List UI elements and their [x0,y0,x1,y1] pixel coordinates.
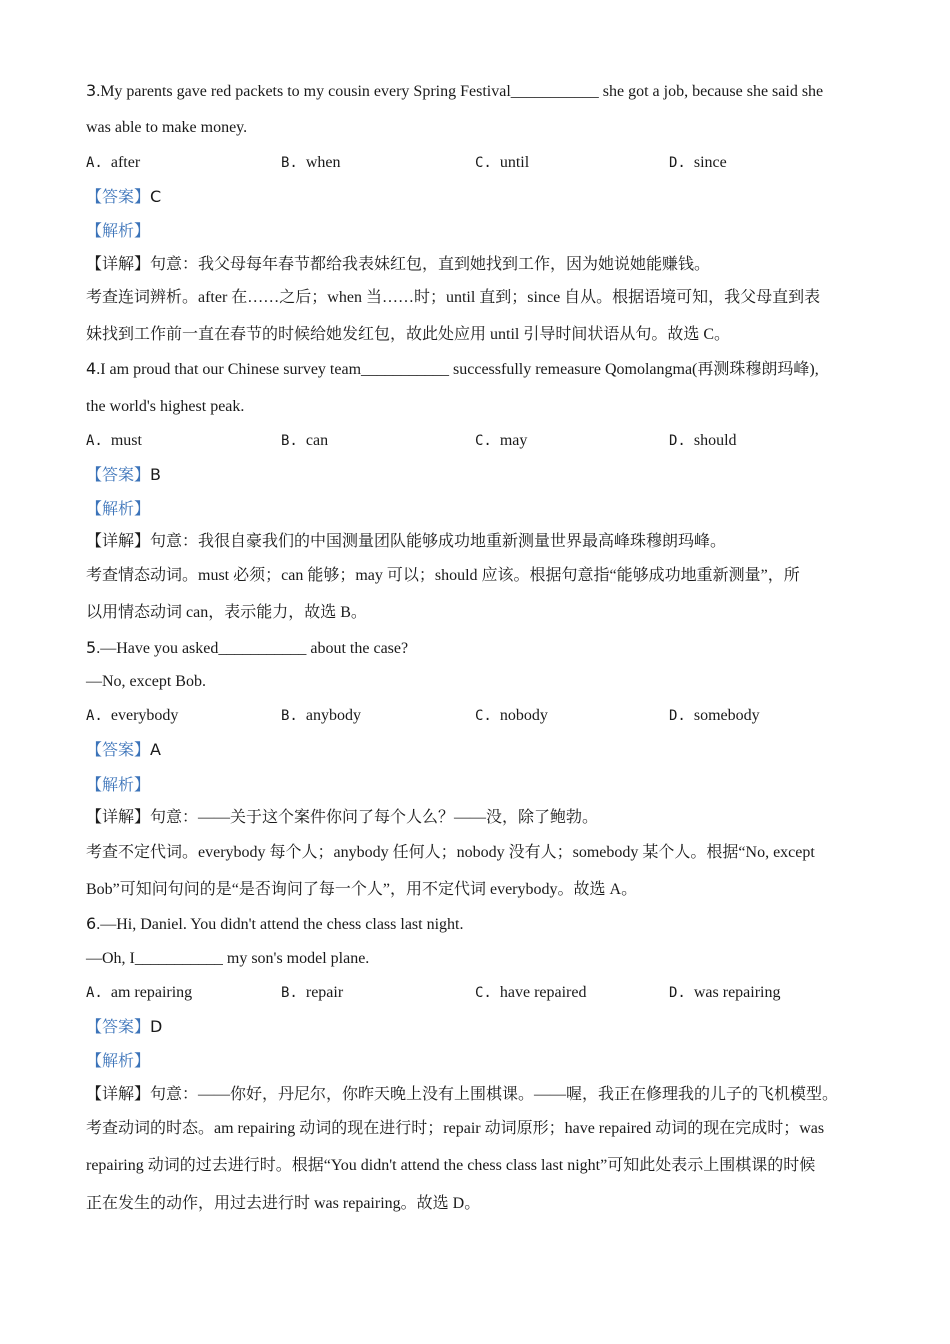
explanation-line: 妹找到工作前一直在春节的时候给她发红包，故此处应用 until 引导时间状语从句。故选 C。 [86,326,731,343]
analysis-label: 【解析】 [86,499,151,518]
option-b: B. can [281,432,329,449]
question-6-stem: 6.—Hi, Daniel. You didn't attend the chess class last night. [86,914,464,933]
question-5-stem-cont: —No, except Bob. [86,673,206,690]
option-c: C. until [475,154,530,171]
option-d: D. since [669,154,727,171]
analysis-label: 【解析】 [86,1051,151,1070]
option-b: B. repair [281,984,344,1001]
option-c: C. may [475,432,528,449]
explanation-line: 正在发生的动作，用过去进行时 was repairing。故选 D。 [86,1195,481,1212]
detail-line: 【详解】句意：——关于这个案件你问了每个人么？——没，除了鲍勃。 [86,809,599,826]
answer-line: 【答案】B [86,465,161,484]
option-a: A. after [86,154,141,171]
explanation-line: 考查连词辨析。after 在……之后；when 当……时；until 直到；since 自从。根据语境可知，我父母直到表 [86,289,821,306]
explanation-line: Bob”可知问句问的是“是否询问了每一个人”，用不定代词 everybody。故选 A。 [86,881,638,898]
answer-line: 【答案】A [86,740,161,759]
answer-line: 【答案】C [86,187,162,206]
question-6-stem-cont: —Oh, I___________ my son's model plane. [86,950,370,967]
option-a: A. am repairing [86,984,193,1001]
option-d: D. should [669,432,737,449]
question-3-stem: 3.My parents gave red packets to my cousin every Spring Festival___________ she got a job, because she said she [86,81,824,100]
option-b: B. when [281,154,341,171]
option-a: A. must [86,432,142,449]
analysis-label: 【解析】 [86,775,151,794]
detail-line: 【详解】句意：我父母每年春节都给我表妹红包，直到她找到工作，因为她说她能赚钱。 [86,256,711,273]
question-4-stem: 4.I am proud that our Chinese survey team___________ successfully remeasure Qomolangma(再测珠穆朗玛峰), [86,359,819,378]
option-d: D. somebody [669,707,760,724]
option-d: D. was repairing [669,984,781,1001]
explanation-line: 考查动词的时态。am repairing 动词的现在进行时；repair 动词原形；have repaired 动词的现在完成时；was [86,1120,825,1137]
option-c: C. nobody [475,707,548,724]
detail-line: 【详解】句意：——你好，丹尼尔，你昨天晚上没有上围棋课。——喔，我正在修理我的儿子的飞机模型。 [86,1086,839,1103]
question-5-stem: 5.—Have you asked___________ about the case? [86,638,409,657]
analysis-label: 【解析】 [86,221,151,240]
option-b: B. anybody [281,707,361,724]
question-3-stem-cont: was able to make money. [86,119,248,136]
detail-line: 【详解】句意：我很自豪我们的中国测量团队能够成功地重新测量世界最高峰珠穆朗玛峰。 [86,533,727,550]
option-c: C. have repaired [475,984,587,1001]
option-a: A. everybody [86,707,179,724]
explanation-line: repairing 动词的过去进行时。根据“You didn't attend the chess class last night”可知此处表示上围棋课的时候 [86,1157,816,1174]
explanation-line: 考查不定代词。everybody 每个人；anybody 任何人；nobody 没有人；somebody 某个人。根据“No, except [86,844,815,861]
question-4-stem-cont: the world's highest peak. [86,398,245,415]
explanation-line: 以用情态动词 can，表示能力，故选 B。 [86,604,367,621]
explanation-line: 考查情态动词。must 必须；can 能够；may 可以；should 应该。根据句意指“能够成功地重新测量”，所 [86,567,800,584]
answer-line: 【答案】D [86,1017,163,1036]
